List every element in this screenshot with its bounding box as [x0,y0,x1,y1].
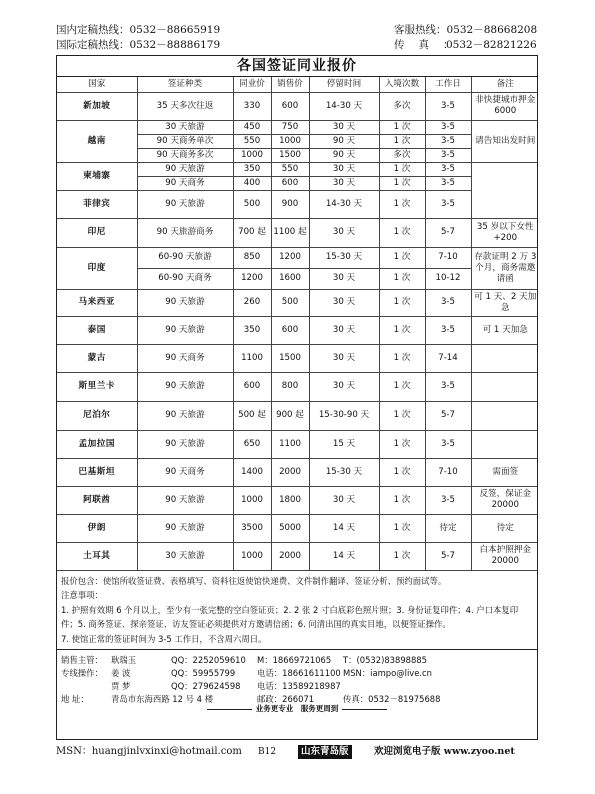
workdays-cell: 3-5 [425,162,471,176]
sales-qq: QQ：2252059610 [171,655,246,665]
domestic-hotline-label: 国内定稿热线： [56,24,130,36]
note-cell: 待定 [471,514,538,542]
domestic-hotline-number: 0532－88665919 [129,24,221,36]
peer-price-cell: 600 [233,372,271,401]
country-cell: 土耳其 [57,542,137,570]
workdays-cell: 3-5 [425,372,471,401]
table-row [57,247,538,268]
note-cell: 可 1 天加急 [471,316,538,344]
ops2-qq: QQ：279624598 [171,681,241,691]
note-cell [471,344,538,372]
visa-type-cell: 90 天旅游 [137,401,233,430]
sale-price-cell: 900 起 [271,401,309,430]
entries-cell: 1 次 [379,316,425,344]
peer-price-cell: 500 起 [233,401,271,430]
edition-brand: 山东青岛版 [298,745,352,759]
fax-hotline-label: 传真： [394,39,468,51]
entries-cell: 1 次 [379,190,425,218]
visa-type-cell: 90 天旅游 [137,372,233,401]
sale-price-cell: 1200 [271,247,309,268]
entries-cell: 1 次 [379,268,425,289]
entries-cell: 1 次 [379,218,425,247]
stay-cell: 30 天 [309,176,379,190]
sales-name: 耿瑞玉 [111,655,137,665]
workdays-cell: 7-10 [425,458,471,486]
country-cell: 越南 [57,120,137,162]
sales-label: 销售主管： [61,655,103,665]
note-cell [471,401,538,430]
page-footer [56,744,538,760]
fax-contact: 传真：0532－81975688 [343,694,441,704]
website-link[interactable]: 欢迎浏览电子版 www.zyoo.net [374,746,515,757]
visa-price-sheet [56,55,538,740]
sales-phone: T：(0532)83898885 [343,655,427,665]
sale-price-cell: 5000 [271,514,309,542]
fax-hotline [394,38,537,53]
table-row [57,458,538,486]
peer-price-cell: 3500 [233,514,271,542]
note-cell: 存款证明 2 万 3 个月，商务需邀请函 [471,247,538,289]
stay-cell: 90 天 [309,148,379,162]
stay-cell: 14 天 [309,514,379,542]
sale-price-cell: 2000 [271,542,309,570]
country-cell: 马来西亚 [57,289,137,316]
peer-price-cell: 700 起 [233,218,271,247]
note-cell: 反签，保证金 20000 [471,486,538,514]
visa-type-cell: 30 天旅游 [137,120,233,134]
visa-type-cell: 90 天旅游 [137,486,233,514]
entries-cell: 多次 [379,92,425,120]
country-cell: 尼泊尔 [57,401,137,430]
table-row [57,162,538,176]
country-cell: 阿联酋 [57,486,137,514]
header-visa-type: 签证种类 [137,77,233,92]
stay-cell: 15-30 天 [309,247,379,268]
workdays-cell: 3-5 [425,120,471,134]
note-cell [471,430,538,458]
table-row [57,316,538,344]
peer-price-cell: 400 [233,176,271,190]
table-row [57,289,538,316]
stay-cell: 14 天 [309,542,379,570]
peer-price-cell: 550 [233,134,271,148]
entries-cell: 1 次 [379,372,425,401]
sale-price-cell: 1000 [271,134,309,148]
ops1-phone: 电话：18661611100 [257,668,341,678]
workdays-cell: 5-7 [425,401,471,430]
peer-price-cell: 1200 [233,268,271,289]
entries-cell: 1 次 [379,486,425,514]
entries-cell: 1 次 [379,514,425,542]
visa-type-cell: 90 天旅游商务 [137,218,233,247]
header-entries: 入境次数 [379,77,425,92]
stay-cell: 15 天 [309,430,379,458]
entries-cell: 1 次 [379,344,425,372]
workdays-cell: 7-10 [425,247,471,268]
entries-cell: 多次 [379,148,425,162]
country-cell: 斯里兰卡 [57,372,137,401]
ops2-phone: 电话：13589218987 [257,681,341,691]
note-cell: 需面签 [471,458,538,486]
peer-price-cell: 1100 [233,344,271,372]
country-cell: 印尼 [57,218,137,247]
note-cell: 白本护照押金 20000 [471,542,538,570]
visa-type-cell: 90 天旅游 [137,514,233,542]
msn-contact: MSN：iampo@live.cn [343,668,432,678]
ops-label: 专线操作： [61,668,103,678]
sale-price-cell: 1100 [271,430,309,458]
workdays-cell: 5-7 [425,542,471,570]
address-label: 地 址： [61,694,89,704]
workdays-cell: 3-5 [425,176,471,190]
peer-price-cell: 500 [233,190,271,218]
international-hotline-number: 0532－88886179 [129,39,221,51]
entries-cell: 1 次 [379,176,425,190]
ops1-qq: QQ：59955799 [171,668,236,678]
country-cell: 伊朗 [57,514,137,542]
table-row [57,372,538,401]
note-cell [471,372,538,401]
note-item: 7. 使馆正常的签证时间为 3-5 工作日，不含周六周日。 [61,633,267,644]
international-hotline-label: 国际定稿热线： [56,39,130,51]
peer-price-cell: 1400 [233,458,271,486]
sale-price-cell: 600 [271,176,309,190]
stay-cell: 14-30 天 [309,190,379,218]
stay-cell: 30 天 [309,486,379,514]
service-hotline-label: 客服热线： [394,24,447,36]
fax-hotline-number: 0532－82821226 [446,39,537,51]
sale-price-cell: 900 [271,190,309,218]
visa-type-cell: 90 天商务 [137,176,233,190]
service-hotlines [394,23,537,53]
visa-type-cell: 90 天旅游 [137,316,233,344]
visa-price-table [57,77,538,571]
visa-type-cell: 90 天旅游 [137,430,233,458]
country-cell: 菲律宾 [57,190,137,218]
entries-cell: 1 次 [379,401,425,430]
country-cell: 新加坡 [57,92,137,120]
note-item: 1. 护照有效期 6 个月以上，至少有一张完整的空白签证页；2. 2 张 2 寸白底彩色照片照；3. 身份证复印件；4. 户口本复印件；5. 商务签证、探亲签证、访友签证必须提供对方邀请信函；6. 问清出国的真实目地，以便签证操作。 [61,604,519,629]
peer-price-cell: 1000 [233,486,271,514]
entries-cell: 1 次 [379,458,425,486]
country-cell: 巴基斯坦 [57,458,137,486]
header-sale-price: 销售价 [271,77,309,92]
sale-price-cell: 500 [271,289,309,316]
entries-cell: 1 次 [379,289,425,316]
workdays-cell: 3-5 [425,430,471,458]
workdays-cell: 3-5 [425,190,471,218]
stay-cell: 30 天 [309,372,379,401]
peer-price-cell: 260 [233,289,271,316]
stay-cell: 90 天 [309,134,379,148]
country-cell: 柬埔寨 [57,162,137,190]
header-notes: 备注 [471,77,538,92]
entries-cell: 1 次 [379,162,425,176]
sale-price-cell: 1500 [271,344,309,372]
sale-price-cell: 750 [271,120,309,134]
workdays-cell: 5-7 [425,218,471,247]
service-hotline-number: 0532－88668208 [446,24,538,36]
visa-type-cell: 90 天旅游 [137,289,233,316]
sale-price-cell: 1100 起 [271,218,309,247]
country-cell: 孟加拉国 [57,430,137,458]
country-cell: 泰国 [57,316,137,344]
stay-cell: 30 天 [309,344,379,372]
notes-section [57,571,537,647]
ops1-name: 姜 波 [111,668,131,678]
sale-price-cell: 550 [271,162,309,176]
table-row [57,120,538,134]
table-row [57,218,538,247]
entries-cell: 1 次 [379,134,425,148]
page-number: B12 [258,747,277,757]
footer-msn: MSN：huangjinlvxinxi@hotmail.com [56,746,242,757]
stay-cell: 15-30-90 天 [309,401,379,430]
table-row [57,344,538,372]
note-cell: 请告知出发时间 [471,120,538,162]
workdays-cell: 3-5 [425,92,471,120]
international-hotline [56,38,220,53]
stay-cell: 30 天 [309,162,379,176]
address: 青岛市东海西路 12 号 4 楼 [111,694,214,704]
peer-price-cell: 330 [233,92,271,120]
visa-type-cell: 90 天旅游 [137,190,233,218]
note-cell: 可 1 天、2 天加急 [471,289,538,316]
workdays-cell: 3-5 [425,134,471,148]
peer-price-cell: 350 [233,162,271,176]
workdays-cell: 7-14 [425,344,471,372]
entries-cell: 1 次 [379,120,425,134]
workdays-cell: 3-5 [425,486,471,514]
workdays-cell: 3-5 [425,316,471,344]
note-cell [471,162,538,218]
table-row [57,430,538,458]
visa-type-cell: 90 天商务 [137,458,233,486]
visa-type-cell: 90 天商务单次 [137,134,233,148]
stay-cell: 30 天 [309,268,379,289]
table-row [57,514,538,542]
peer-price-cell: 650 [233,430,271,458]
header-peer-price: 同业价 [233,77,271,92]
table-row [57,190,538,218]
sales-mobile: M：18669721065 [257,655,332,665]
slogan: 业务更专业 服务更周到 [252,704,343,713]
peer-price-cell: 850 [233,247,271,268]
visa-type-cell: 60-90 天旅游 [137,247,233,268]
domestic-hotlines [56,23,220,53]
country-cell: 蒙古 [57,344,137,372]
header-workdays: 工作日 [425,77,471,92]
sale-price-cell: 1500 [271,148,309,162]
ops2-name: 贾 梦 [111,681,131,691]
table-row [57,486,538,514]
contacts-section [57,649,537,715]
sale-price-cell: 600 [271,92,309,120]
workdays-cell: 3-5 [425,289,471,316]
sale-price-cell: 1800 [271,486,309,514]
domestic-hotline [56,23,220,38]
visa-type-cell: 90 天商务 [137,344,233,372]
peer-price-cell: 1000 [233,148,271,162]
peer-price-cell: 350 [233,316,271,344]
table-row [57,401,538,430]
peer-price-cell: 1000 [233,542,271,570]
stay-cell: 14-30 天 [309,92,379,120]
stay-cell: 15-30 天 [309,458,379,486]
workdays-cell: 10-12 [425,268,471,289]
country-cell: 印度 [57,247,137,289]
price-includes: 报价包含：使馆所收签证费、表格填写、资料往返使馆快递费、文件制作翻译、签证分析、预约面试等。 [61,575,447,586]
table-header-row [57,77,538,92]
slogan-line [57,703,537,714]
stay-cell: 30 天 [309,316,379,344]
visa-type-cell: 90 天商务多次 [137,148,233,162]
sale-price-cell: 1600 [271,268,309,289]
visa-type-cell: 35 天多次往返 [137,92,233,120]
note-cell: 35 岁以下女性+200 [471,218,538,247]
stay-cell: 30 天 [309,120,379,134]
notes-heading: 注意事项： [61,590,103,600]
peer-price-cell: 450 [233,120,271,134]
stay-cell: 30 天 [309,218,379,247]
workdays-cell: 3-5 [425,148,471,162]
service-hotline [394,23,537,38]
note-cell: 非快捷城市押金 6000 [471,92,538,120]
visa-type-cell: 90 天旅游 [137,162,233,176]
postcode: 邮政：266071 [257,694,315,704]
sale-price-cell: 2000 [271,458,309,486]
visa-type-cell: 30 天旅游 [137,542,233,570]
visa-type-cell: 60-90 天商务 [137,268,233,289]
page-title: 各国签证同业报价 [57,56,537,77]
table-row [57,92,538,120]
header-stay: 停留时间 [309,77,379,92]
entries-cell: 1 次 [379,247,425,268]
header-country: 国家 [57,77,137,92]
sale-price-cell: 800 [271,372,309,401]
sale-price-cell: 600 [271,316,309,344]
workdays-cell: 待定 [425,514,471,542]
entries-cell: 1 次 [379,430,425,458]
stay-cell: 30 天 [309,289,379,316]
table-row [57,542,538,570]
entries-cell: 1 次 [379,542,425,570]
